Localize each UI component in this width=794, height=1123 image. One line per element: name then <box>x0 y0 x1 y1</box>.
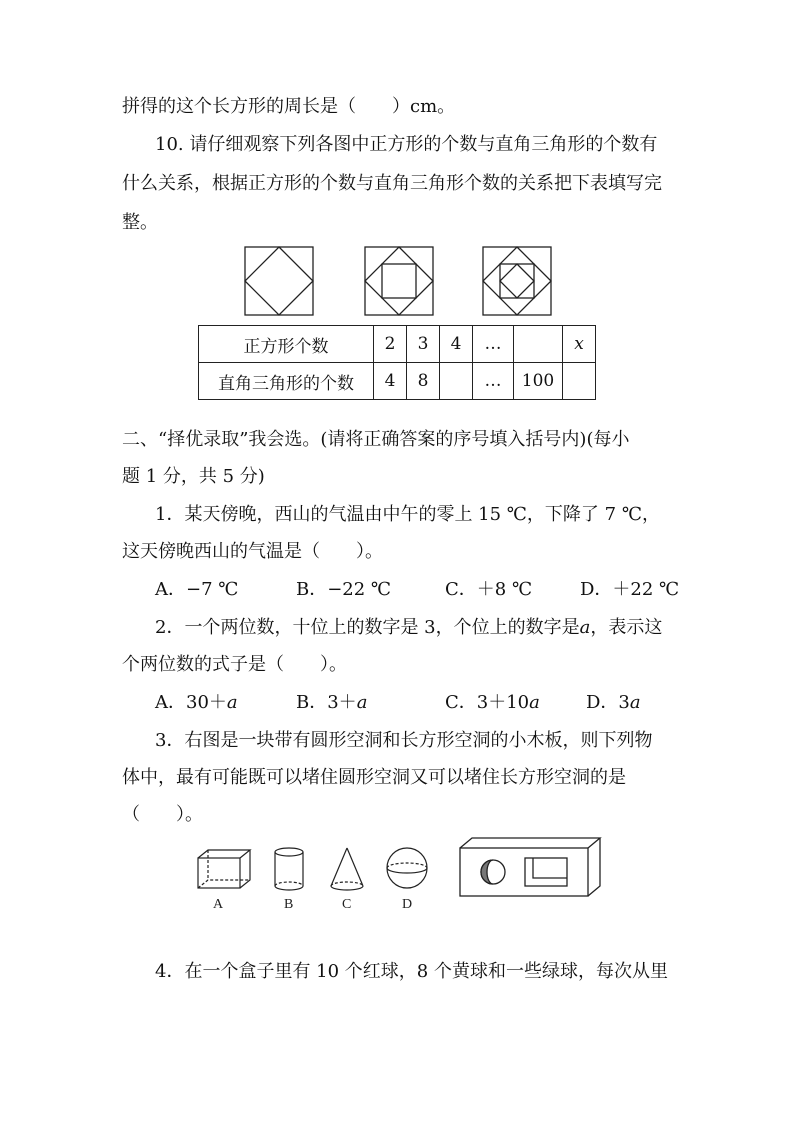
q1-option-b[interactable]: B．−22 ℃ <box>296 579 392 600</box>
q2-option-a-var: a <box>226 692 238 713</box>
q2-option-c[interactable] <box>445 691 540 715</box>
q1-option-c[interactable]: C．＋8 ℃ <box>445 579 533 600</box>
q1-line-1: 1．某天傍晚，西山的气温由中午的零上 15 ℃，下降了 7 ℃， <box>155 504 660 525</box>
square-triangle-table <box>198 325 596 400</box>
q2-option-d-var: a <box>629 692 641 713</box>
q2-option-b-var: a <box>356 692 368 713</box>
table-cell: … <box>473 326 514 363</box>
q3-line-2: 体中，最有可能既可以堵住圆形空洞又可以堵住长方形空洞的是 <box>122 767 626 788</box>
table-cell: 3 <box>407 326 440 363</box>
table-cell-blank[interactable] <box>514 326 563 363</box>
q1-line-2: 这天傍晚西山的气温是（ ）。 <box>122 541 383 562</box>
q3-line-1: 3．右图是一块带有圆形空洞和长方形空洞的小木板，则下列物 <box>155 730 653 751</box>
wooden-board-icon <box>460 838 600 896</box>
table-cell-blank[interactable] <box>440 363 473 400</box>
q10-line-2: 什么关系，根据正方形的个数与直角三角形个数的关系把下表填写完 <box>122 173 662 194</box>
q2-line-1 <box>155 616 662 640</box>
section-2-heading-2: 题 1 分，共 5 分) <box>122 466 265 487</box>
table-row-triangles <box>199 363 596 400</box>
shape-label-d: D <box>402 897 413 912</box>
figure-four-squares <box>483 247 551 315</box>
cylinder-icon <box>275 848 303 890</box>
shape-label-a: A <box>213 897 224 912</box>
q2-option-b-text: B．3＋ <box>296 692 357 713</box>
row-header-squares: 正方形个数 <box>199 326 374 363</box>
q2-option-a-text: A．30＋ <box>155 692 227 713</box>
shape-label-b: B <box>284 897 294 912</box>
table-cell: 4 <box>374 363 407 400</box>
q2-line-1-post: ，表示这 <box>590 617 663 638</box>
sphere-icon <box>387 848 427 888</box>
q10-square-figures <box>242 245 552 317</box>
table-cell: 4 <box>440 326 473 363</box>
q4-line-1: 4．在一个盒子里有 10 个红球，8 个黄球和一些绿球，每次从里 <box>155 961 668 982</box>
table-cell: 100 <box>514 363 563 400</box>
table-cell-variable: x <box>563 326 596 363</box>
table-row-squares <box>199 326 596 363</box>
table-cell: … <box>473 363 514 400</box>
q3-solids-figure <box>192 836 604 916</box>
cone-icon <box>331 848 363 890</box>
q2-option-a[interactable] <box>155 691 238 715</box>
cuboid-icon <box>198 850 250 888</box>
row-header-triangles: 直角三角形的个数 <box>199 363 374 400</box>
table-cell: 2 <box>374 326 407 363</box>
q2-variable: a <box>579 617 591 638</box>
q1-option-d[interactable]: D．＋22 ℃ <box>580 579 680 600</box>
q2-option-c-text: C．3＋10 <box>445 692 530 713</box>
q2-option-d-text: D．3 <box>586 692 630 713</box>
q10-line-3: 整。 <box>122 212 158 233</box>
figure-two-squares <box>245 247 313 315</box>
q1-option-a[interactable]: A．−7 ℃ <box>155 579 239 600</box>
q10-line-1: 10. 请仔细观察下列各图中正方形的个数与直角三角形的个数有 <box>155 134 658 155</box>
q9-tail-text: 拼得的这个长方形的周长是（ ）cm。 <box>122 96 456 117</box>
q2-option-b[interactable] <box>296 691 367 715</box>
q2-line-2: 个两位数的式子是（ ）。 <box>122 654 347 675</box>
q3-line-3: （ ）。 <box>122 804 203 825</box>
shape-label-c: C <box>342 897 352 912</box>
figure-three-squares <box>365 247 433 315</box>
q2-line-1-pre: 2．一个两位数，十位上的数字是 3，个位上的数字是 <box>155 617 580 638</box>
q2-option-d[interactable] <box>586 691 641 715</box>
table-cell: 8 <box>407 363 440 400</box>
table-cell-blank[interactable] <box>563 363 596 400</box>
section-2-heading-1: 二、“择优录取”我会选。(请将正确答案的序号填入括号内)(每小 <box>122 429 630 450</box>
q2-option-c-var: a <box>529 692 540 713</box>
